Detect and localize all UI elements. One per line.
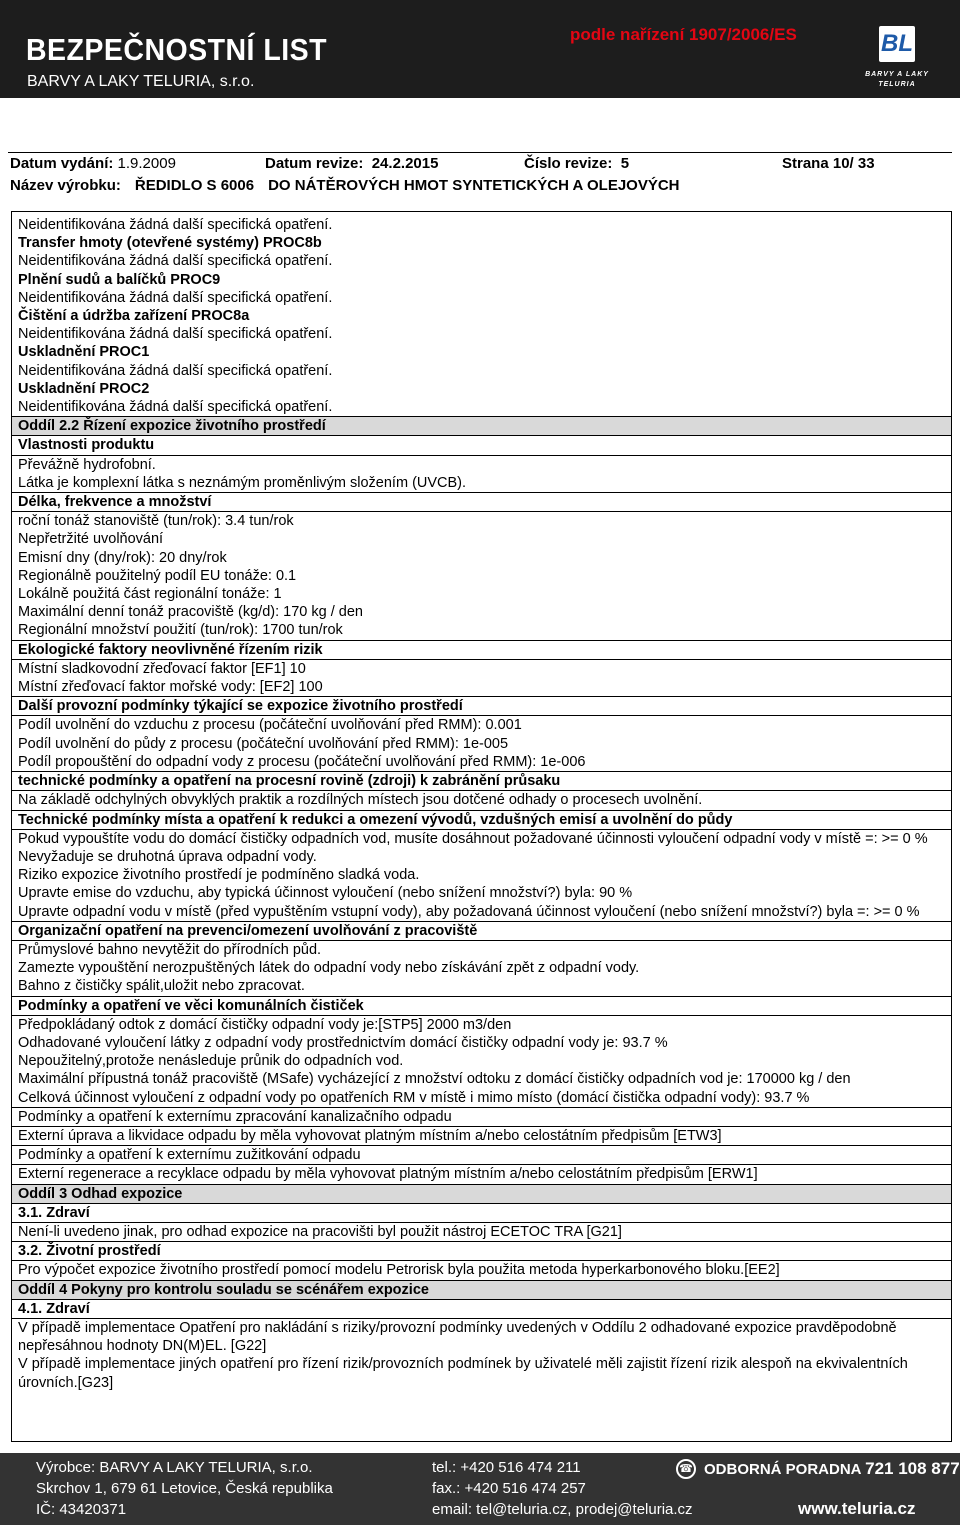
text-line: Převážně hydrofobní. — [18, 456, 156, 473]
text-line: Není-li uvedeno jinak, pro odhad expozice na pracovišti byl použit nástroj ECETOC TRA [G21] — [12, 1223, 951, 1242]
process-heading: Transfer hmoty (otevřené systémy) PROC8b — [18, 235, 322, 252]
text-line: Neidentifikována žádná další specifická opatření. — [18, 217, 333, 233]
process-heading: Plnění sudů a balíčků PROC9 — [18, 271, 221, 288]
footer-website[interactable]: www.teluria.cz — [798, 1499, 916, 1518]
subsection-heading: Délka, frekvence a množství — [12, 493, 951, 512]
footer-ico: IČ: 43420371 — [36, 1501, 127, 1518]
text-line: Průmyslové bahno nevytěžit do přírodních půd. — [18, 941, 322, 958]
text-line: Nepřetržité uvolňování — [18, 531, 164, 548]
text-line: Místní zřeďovací faktor mořské vody: [EF2] 100 — [12, 678, 951, 697]
text-line: Externí regenerace a recyklace odpadu by měla vyhovovat platným místním a/nebo celostátním předpisům [ERW1] — [18, 1166, 758, 1183]
process-heading: Uskladnění PROC1 — [18, 344, 150, 361]
text-line: Neidentifikována žádná další specifická opatření. — [18, 253, 333, 270]
document-title: BEZPEČNOSTNÍ LIST — [26, 32, 327, 67]
subsection-heading: Podmínky a opatření k externímu zužitkování odpadu — [12, 1146, 951, 1165]
info-divider — [8, 152, 952, 153]
product-info-row — [10, 177, 680, 194]
section-heading: Oddíl 4 Pokyny pro kontrolu souladu se scénářem expozice — [12, 1280, 951, 1300]
section-heading: Oddíl 3 Odhad expozice — [12, 1184, 951, 1204]
company-name: BARVY A LAKY TELURIA, s.r.o. — [27, 73, 255, 90]
phone-icon: ☎ — [676, 1459, 696, 1479]
logo-text-line2: TELURIA — [878, 81, 916, 88]
logo-text-line1: BARVY A LAKY — [865, 71, 929, 78]
text-line: roční tonáž stanoviště (tun/rok): 3.4 tun/rok — [18, 513, 294, 530]
text-line: Neidentifikována žádná další specifická opatření. — [18, 362, 333, 379]
issue-date: Datum vydání: 1.9.2009 — [10, 155, 176, 172]
text-line: Látka je komplexní látka s neznámým proměnlivým složením (UVCB). — [12, 474, 951, 493]
section-heading: Oddíl 2.2 Řízení expozice životního prostředí — [12, 416, 951, 436]
subsection-heading: Podmínky a opatření k externímu zpracování kanalizačního odpadu — [12, 1108, 951, 1127]
revision-number: Číslo revize: 5 — [524, 155, 630, 172]
footer-maker: Výrobce: BARVY A LAKY TELURIA, s.r.o. — [36, 1459, 313, 1476]
document-info-row — [10, 155, 950, 175]
text-line: Neidentifikována žádná další specifická opatření. — [18, 289, 333, 306]
subsection-heading: Organizační opatření na prevenci/omezení uvolňování z pracoviště — [12, 922, 951, 941]
process-heading: Čištění a údržba zařízení PROC8a — [18, 308, 250, 325]
text-line: Emisní dny (dny/rok): 20 dny/rok — [18, 549, 227, 566]
subsection-heading: Technické podmínky místa a opatření k redukci a omezení vývodů, vzdušných emisí a uvolnění do půdy — [12, 811, 951, 830]
company-logo — [857, 26, 937, 94]
text-line: Podíl uvolnění do vzduchu z procesu (počáteční uvolňování před RMM): 0.001 — [18, 717, 522, 734]
text-line: Externí úprava a likvidace odpadu by měla vyhovovat platným místním a/nebo celostátním předpisům [ETW3] — [12, 1127, 951, 1146]
text-line: Upravte emise do vzduchu, aby typická účinnost vyloučení (nebo snížení množství?) byla: 90 % — [18, 885, 633, 902]
process-heading: Uskladnění PROC2 — [18, 380, 150, 397]
footer-email[interactable]: email: tel@teluria.cz, prodej@teluria.cz — [432, 1501, 693, 1518]
text-line: Celková účinnost vyloučení z odpadní vody po opatřeních RM v místě i mimo místo (domácí čistička odpadní vody): 93.7 % — [12, 1089, 951, 1108]
document-header — [0, 0, 960, 98]
text-line: V případě implementace jiných opatření pro řízení rizik/provozních podmínek by uživatelé měli zajistit řízení rizik alespoň na ekvivalentních úrovních.[G23] — [18, 1356, 908, 1391]
logo-icon: BL — [879, 26, 915, 62]
page-number: Strana 10/ 33 — [782, 155, 875, 172]
text-line: Maximální přípustná tonáž pracoviště (MSafe) vycházející z množství odtoku z domácí čističky odpadních vod je: 170000 kg / den — [18, 1071, 851, 1088]
subsection-heading: 3.2. Životní prostředí — [12, 1242, 951, 1261]
subsection-heading: Další provozní podmínky týkající se expozice životního prostředí — [12, 697, 951, 716]
text-line: Odhadované vyloučení látky z odpadní vody prostřednictvím domácí čističky odpadní vody je: 93.7 % — [18, 1034, 668, 1051]
text-line: V případě implementace Opatření pro nakládání s riziky/provozní podmínky uvedených v Oddílu 2 odhadované expozice pravděpodobně nepřesáhnou hodnoty DN(M)EL. [G22] — [18, 1319, 897, 1355]
text-line: Zamezte vypouštění nerozpuštěných látek do odpadní vody nebo získávání zpět z odpadní vody. — [18, 960, 640, 977]
product-name: ŘEDIDLO S 6006 — [134, 177, 255, 194]
text-line: Podíl propouštění do odpadní vody z procesu (počáteční uvolňování před RMM): 1e-006 — [12, 753, 951, 772]
text-line: Nevyžaduje se druhotná úprava odpadní vody. — [18, 848, 317, 865]
text-line: Podíl uvolnění do půdy z procesu (počáteční uvolňování před RMM): 1e-005 — [18, 735, 509, 752]
revision-date: Datum revize: 24.2.2015 — [265, 155, 439, 172]
product-description: DO NÁTĚROVÝCH HMOT SYNTETICKÝCH A OLEJOVÝCH — [268, 177, 680, 194]
product-label: Název výrobku: — [10, 177, 121, 194]
regulation-label: podle nařízení 1907/2006/ES — [570, 25, 797, 44]
footer-fax: fax.: +420 516 474 257 — [432, 1480, 586, 1497]
subsection-heading: Vlastnosti produktu — [12, 436, 951, 455]
text-line: Na základě odchylných obvyklých praktik a rozdílných místech jsou dotčené odhady o procesech uvolnění. — [12, 791, 951, 810]
document-footer — [0, 1453, 960, 1525]
document-body — [11, 211, 952, 1442]
text-line: Místní sladkovodní zřeďovací faktor [EF1] 10 — [18, 660, 306, 677]
footer-advice-line — [704, 1459, 960, 1479]
subsection-heading: Ekologické faktory neovlivněné řízením rizik — [12, 641, 951, 660]
text-line: Nepoužitelný,protože nenásleduje průnik do odpadních vod. — [18, 1053, 404, 1070]
text-line: Lokálně použitá část regionální tonáže: 1 — [18, 586, 282, 603]
text-line: Pokud vypouštíte vodu do domácí čističky odpadních vod, musíte dosáhnout požadované účinnosti vyloučení odpadní vody v místě =: >= 0 % — [18, 830, 928, 847]
footer-tel: tel.: +420 516 474 211 — [432, 1459, 581, 1476]
text-line: Maximální denní tonáž pracoviště (kg/d): 170 kg / den — [18, 604, 363, 621]
text-line: Neidentifikována žádná další specifická opatření. — [18, 326, 333, 343]
advice-label: ODBORNÁ PORADNA — [704, 1461, 861, 1478]
advice-phone: 721 108 877 — [865, 1459, 960, 1478]
text-line: Neidentifikována žádná další specifická opatření. — [18, 399, 333, 416]
text-line: Bahno z čističky spálit,uložit nebo zpracovat. — [12, 977, 951, 996]
text-line: Regionální množství použití (tun/rok): 1700 tun/rok — [12, 621, 951, 640]
text-line: Upravte odpadní vodu v místě (před vypuštěním vstupní vody), aby požadovaná účinnost vyloučení (nebo snížení množství?) byla =: >= 0 % — [12, 903, 951, 922]
subsection-heading: Podmínky a opatření ve věci komunálních čističek — [12, 997, 951, 1016]
subsection-heading: technické podmínky a opatření na procesní rovině (zdroji) k zabránění průsaku — [12, 772, 951, 791]
text-line: Regionálně použitelný podíl EU tonáže: 0.1 — [18, 567, 297, 584]
footer-address: Skrchov 1, 679 61 Letovice, Česká republika — [36, 1480, 333, 1497]
text-line: Pro výpočet expozice životního prostředí pomocí modelu Petrorisk byla použita metoda hyperkarbonového bloku.[EE2] — [18, 1262, 780, 1279]
text-line: Předpokládaný odtok z domácí čističky odpadní vody je:[STP5] 2000 m3/den — [18, 1016, 512, 1033]
text-line: Riziko expozice životního prostředí je podmíněno sladká voda. — [18, 867, 420, 884]
subsection-heading: 3.1. Zdraví — [12, 1204, 951, 1223]
subsection-heading: 4.1. Zdraví — [12, 1300, 951, 1319]
